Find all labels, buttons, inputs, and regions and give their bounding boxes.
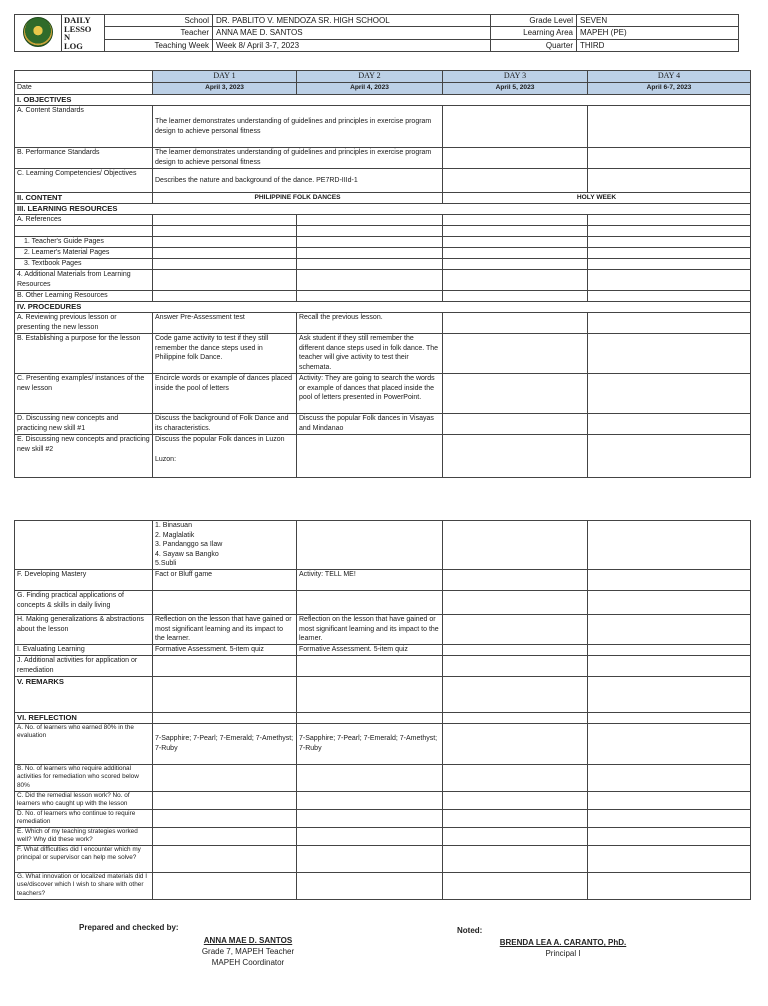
empty-cell bbox=[443, 248, 588, 259]
empty-cell bbox=[297, 521, 443, 570]
row-label-proc-g: G. Finding practical applications of concepts & skills in daily living bbox=[15, 591, 153, 615]
row-label-proc-j: J. Additional activities for application or remediation bbox=[15, 656, 153, 677]
empty-cell bbox=[588, 106, 751, 148]
row-label-reflection-c: C. Did the remedial lesson work? No. of learners who caught up with the lesson bbox=[15, 792, 153, 810]
day-header: DAY 4 bbox=[588, 71, 751, 83]
empty-cell bbox=[443, 724, 588, 765]
empty-cell bbox=[443, 828, 588, 846]
empty-cell bbox=[297, 846, 443, 873]
proc-f-day1: Fact or Bluff game bbox=[153, 570, 297, 591]
dll-title-line: LESSO bbox=[64, 23, 92, 34]
row-label-content-standards: A. Content Standards bbox=[15, 106, 153, 148]
lesson-log-table-page1 bbox=[14, 70, 751, 478]
empty-cell bbox=[297, 226, 443, 237]
empty-cell bbox=[588, 792, 751, 810]
dll-title-line: DAILY bbox=[64, 15, 91, 25]
empty-cell bbox=[297, 677, 443, 713]
empty-cell bbox=[297, 713, 443, 724]
empty-cell bbox=[588, 656, 751, 677]
empty-cell bbox=[443, 291, 588, 302]
proc-c-day1: Encircle words or example of dances placed inside the pool of letters bbox=[153, 374, 297, 414]
empty-cell bbox=[153, 846, 297, 873]
empty-cell bbox=[153, 291, 297, 302]
school-seal-cell bbox=[15, 15, 62, 52]
empty-cell bbox=[15, 521, 153, 570]
empty-cell bbox=[588, 591, 751, 615]
empty-cell bbox=[297, 810, 443, 828]
dance-item: 4. Sayaw sa Bangko bbox=[155, 550, 219, 558]
empty-cell bbox=[297, 792, 443, 810]
empty-cell bbox=[443, 106, 588, 148]
empty-cell bbox=[153, 873, 297, 900]
row-label-proc-b: B. Establishing a purpose for the lesson bbox=[15, 334, 153, 374]
row-label-proc-e: E. Discussing new concepts and practicing new skill #2 bbox=[15, 435, 153, 478]
proc-i-day1: Formative Assessment. 5-item quiz bbox=[153, 645, 297, 656]
empty-cell bbox=[297, 765, 443, 792]
proc-d-day2: Discuss the popular Folk dances in Visayas and Mindanao bbox=[297, 414, 443, 435]
empty-cell bbox=[153, 677, 297, 713]
row-label-reflection-g: G. What innovation or localized materials did I use/discover which I wish to share with other teachers? bbox=[15, 873, 153, 900]
dance-list bbox=[153, 521, 297, 570]
reflection-a-day1: 7-Sapphire; 7-Pearl; 7-Emerald; 7-Amethyst; 7-Ruby bbox=[153, 724, 297, 765]
row-label-teachers-guide: 1. Teacher's Guide Pages bbox=[15, 237, 153, 248]
day-date: April 4, 2023 bbox=[297, 83, 443, 95]
empty-cell bbox=[588, 169, 751, 193]
row-label-proc-d: D. Discussing new concepts and practicing new skill #1 bbox=[15, 414, 153, 435]
empty-cell bbox=[297, 270, 443, 291]
day-header: DAY 3 bbox=[443, 71, 588, 83]
empty-cell bbox=[588, 215, 751, 226]
empty-cell bbox=[297, 591, 443, 615]
school-value: DR. PABLITO V. MENDOZA SR. HIGH SCHOOL bbox=[213, 15, 491, 27]
empty-cell bbox=[297, 291, 443, 302]
row-label-proc-c: C. Presenting examples/ instances of the new lesson bbox=[15, 374, 153, 414]
empty-cell bbox=[588, 724, 751, 765]
empty-cell bbox=[443, 148, 588, 169]
empty-cell bbox=[443, 334, 588, 374]
teacher-value: ANNA MAE D. SANTOS bbox=[213, 27, 491, 39]
empty-cell bbox=[443, 846, 588, 873]
empty-cell bbox=[588, 270, 751, 291]
section-objectives: I. OBJECTIVES bbox=[15, 95, 751, 106]
empty-cell bbox=[297, 873, 443, 900]
row-label-proc-h: H. Making generalizations & abstractions about the lesson bbox=[15, 615, 153, 645]
grade-label: Grade Level bbox=[491, 15, 577, 27]
row-label-reflection-b: B. No. of learners who require additional activities for remediation who scored below 80% bbox=[15, 765, 153, 792]
empty-cell bbox=[153, 248, 297, 259]
empty-cell bbox=[588, 334, 751, 374]
blank-cell bbox=[15, 71, 153, 83]
row-label-other-resources: B. Other Learning Resources bbox=[15, 291, 153, 302]
empty-cell bbox=[588, 237, 751, 248]
row-label-proc-i: I. Evaluating Learning bbox=[15, 645, 153, 656]
empty-cell bbox=[443, 270, 588, 291]
header-table bbox=[14, 14, 739, 52]
noted-role: Principal I bbox=[545, 949, 581, 958]
empty-cell bbox=[443, 374, 588, 414]
empty-cell bbox=[588, 248, 751, 259]
learning-area-label: Learning Area bbox=[491, 27, 577, 39]
row-label-competencies: C. Learning Competencies/ Objectives bbox=[15, 169, 153, 193]
empty-cell bbox=[588, 570, 751, 591]
empty-cell bbox=[588, 521, 751, 570]
empty-cell bbox=[297, 828, 443, 846]
empty-cell bbox=[153, 215, 297, 226]
empty-cell bbox=[443, 765, 588, 792]
empty-cell bbox=[588, 828, 751, 846]
row-label-reflection-f: F. What difficulties did I encounter which my principal or supervisor can help me solve? bbox=[15, 846, 153, 873]
empty-cell bbox=[297, 435, 443, 478]
prepared-role: MAPEH Coordinator bbox=[211, 958, 285, 967]
empty-cell bbox=[443, 570, 588, 591]
empty-cell bbox=[443, 645, 588, 656]
learning-area-value: MAPEH (PE) bbox=[577, 27, 739, 39]
row-label-reflection-a: A. No. of learners who earned 80% in the evaluation bbox=[15, 724, 153, 765]
empty-cell bbox=[443, 259, 588, 270]
empty-cell bbox=[588, 226, 751, 237]
grade-value: SEVEN bbox=[577, 15, 739, 27]
empty-cell bbox=[588, 259, 751, 270]
empty-cell bbox=[443, 215, 588, 226]
empty-cell bbox=[443, 792, 588, 810]
proc-a-day1: Answer Pre-Assessment test bbox=[153, 313, 297, 334]
row-label-proc-f: F. Developing Mastery bbox=[15, 570, 153, 591]
row-label-learners-material: 2. Learner's Material Pages bbox=[15, 248, 153, 259]
empty-cell bbox=[588, 313, 751, 334]
row-label-additional-materials: 4. Additional Materials from Learning Resources bbox=[15, 270, 153, 291]
section-content: II. CONTENT bbox=[15, 193, 153, 204]
prepared-name: ANNA MAE D. SANTOS bbox=[203, 936, 293, 945]
dance-item: 3. Pandanggo sa Ilaw bbox=[155, 541, 223, 549]
proc-e-day1 bbox=[153, 435, 297, 478]
row-label-textbook: 3. Textbook Pages bbox=[15, 259, 153, 270]
row-label-reflection-d: D. No. of learners who continue to require remediation bbox=[15, 810, 153, 828]
empty-cell bbox=[153, 270, 297, 291]
content-standards-text: The learner demonstrates understanding of guidelines and principles in exercise program design to achieve personal fitness bbox=[153, 106, 443, 148]
competencies-text: Describes the nature and background of the dance. PE7RD-IIId-1 bbox=[153, 169, 443, 193]
empty-cell bbox=[443, 226, 588, 237]
row-label-proc-a: A. Reviewing previous lesson or presenting the new lesson bbox=[15, 313, 153, 334]
empty-cell bbox=[153, 828, 297, 846]
proc-f-day2: Activity: TELL ME! bbox=[297, 570, 443, 591]
empty-cell bbox=[443, 677, 588, 713]
proc-h-day2: Reflection on the lesson that have gained or most significant learning and its impact to the learner. bbox=[297, 615, 443, 645]
empty-cell bbox=[297, 248, 443, 259]
prepared-role: Grade 7, MAPEH Teacher bbox=[201, 947, 295, 956]
prepared-signature-block bbox=[186, 935, 310, 968]
empty-cell bbox=[443, 521, 588, 570]
empty-cell bbox=[443, 414, 588, 435]
row-label-references: A. References bbox=[15, 215, 153, 226]
proc-b-day2: Ask student if they still remember the different dance steps used in folk dance. The teacher will give activity to test their schemata. bbox=[297, 334, 443, 374]
empty-cell bbox=[153, 226, 297, 237]
empty-cell bbox=[153, 765, 297, 792]
section-learning-resources: III. LEARNING RESOURCES bbox=[15, 204, 751, 215]
empty-cell bbox=[588, 873, 751, 900]
empty-cell bbox=[443, 591, 588, 615]
empty-cell bbox=[588, 677, 751, 713]
section-reflection: VI. REFLECTION bbox=[15, 713, 153, 724]
empty-cell bbox=[588, 846, 751, 873]
proc-h-day1: Reflection on the lesson that have gained or most significant learning and its impact to the learner. bbox=[153, 615, 297, 645]
empty-cell bbox=[153, 591, 297, 615]
empty-cell bbox=[443, 615, 588, 645]
teaching-week-label: Teaching Week bbox=[105, 39, 213, 51]
empty-cell bbox=[153, 656, 297, 677]
dance-item: 2. Maglalatik bbox=[155, 531, 195, 539]
proc-e-day1-luzon: Luzon: bbox=[155, 455, 177, 463]
section-remarks: V. REMARKS bbox=[15, 677, 153, 713]
noted-name: BRENDA LEA A. CARANTO, PhD. bbox=[499, 938, 627, 947]
proc-b-day1: Code game activity to test if they still remember the dance steps used in Philippine folk Dance. bbox=[153, 334, 297, 374]
noted-signature-block bbox=[480, 937, 646, 959]
day-date: April 6-7, 2023 bbox=[588, 83, 751, 95]
day-date: April 3, 2023 bbox=[153, 83, 297, 95]
proc-d-day1: Discuss the background of Folk Dance and its characteristics. bbox=[153, 414, 297, 435]
proc-c-day2: Activity: They are going to search the words or example of dances that placed inside the pool of letters presented in PowerPoint. bbox=[297, 374, 443, 414]
empty-cell bbox=[297, 215, 443, 226]
quarter-value: THIRD bbox=[577, 39, 739, 51]
empty-cell bbox=[15, 226, 153, 237]
content-topic: PHILIPPINE FOLK DANCES bbox=[153, 193, 443, 204]
row-label-reflection-e: E. Which of my teaching strategies worked well? Why did these work? bbox=[15, 828, 153, 846]
empty-cell bbox=[588, 713, 751, 724]
date-label: Date bbox=[15, 83, 153, 95]
empty-cell bbox=[297, 656, 443, 677]
prepared-label: Prepared and checked by: bbox=[79, 923, 179, 932]
empty-cell bbox=[443, 810, 588, 828]
empty-cell bbox=[443, 656, 588, 677]
noted-label: Noted: bbox=[457, 926, 483, 935]
lesson-log-table-page2 bbox=[14, 520, 751, 900]
empty-cell bbox=[443, 237, 588, 248]
school-seal-logo bbox=[23, 17, 53, 47]
empty-cell bbox=[443, 169, 588, 193]
reflection-a-day2: 7-Sapphire; 7-Pearl; 7-Emerald; 7-Amethyst; 7-Ruby bbox=[297, 724, 443, 765]
proc-i-day2: Formative Assessment. 5-item quiz bbox=[297, 645, 443, 656]
empty-cell bbox=[443, 713, 588, 724]
quarter-label: Quarter bbox=[491, 39, 577, 51]
teacher-label: Teacher bbox=[105, 27, 213, 39]
day-header: DAY 1 bbox=[153, 71, 297, 83]
empty-cell bbox=[588, 291, 751, 302]
dance-item: 1. Binasuan bbox=[155, 522, 192, 529]
empty-cell bbox=[588, 615, 751, 645]
proc-a-day2: Recall the previous lesson. bbox=[297, 313, 443, 334]
empty-cell bbox=[153, 792, 297, 810]
empty-cell bbox=[588, 414, 751, 435]
empty-cell bbox=[588, 374, 751, 414]
empty-cell bbox=[443, 873, 588, 900]
empty-cell bbox=[443, 313, 588, 334]
empty-cell bbox=[588, 645, 751, 656]
row-label-performance-standards: B. Performance Standards bbox=[15, 148, 153, 169]
school-label: School bbox=[105, 15, 213, 27]
proc-e-day1-text: Discuss the popular Folk dances in Luzon bbox=[155, 436, 285, 443]
empty-cell bbox=[297, 237, 443, 248]
content-holiday: HOLY WEEK bbox=[443, 193, 751, 204]
teaching-week-value: Week 8/ April 3-7, 2023 bbox=[213, 39, 491, 51]
dll-title-line: LOG bbox=[64, 40, 83, 51]
empty-cell bbox=[153, 259, 297, 270]
dance-item: 5.Subli bbox=[155, 560, 177, 568]
empty-cell bbox=[588, 148, 751, 169]
empty-cell bbox=[588, 765, 751, 792]
dll-title bbox=[62, 15, 105, 52]
empty-cell bbox=[588, 435, 751, 478]
dll-title-line: N bbox=[64, 32, 71, 43]
empty-cell bbox=[443, 435, 588, 478]
day-header: DAY 2 bbox=[297, 71, 443, 83]
empty-cell bbox=[153, 810, 297, 828]
day-date: April 5, 2023 bbox=[443, 83, 588, 95]
empty-cell bbox=[588, 810, 751, 828]
performance-standards-text: The learner demonstrates understanding of guidelines and principles in exercise program design to achieve personal fitness bbox=[153, 148, 443, 169]
section-procedures: IV. PROCEDURES bbox=[15, 302, 751, 313]
empty-cell bbox=[297, 259, 443, 270]
empty-cell bbox=[153, 237, 297, 248]
empty-cell bbox=[153, 713, 297, 724]
